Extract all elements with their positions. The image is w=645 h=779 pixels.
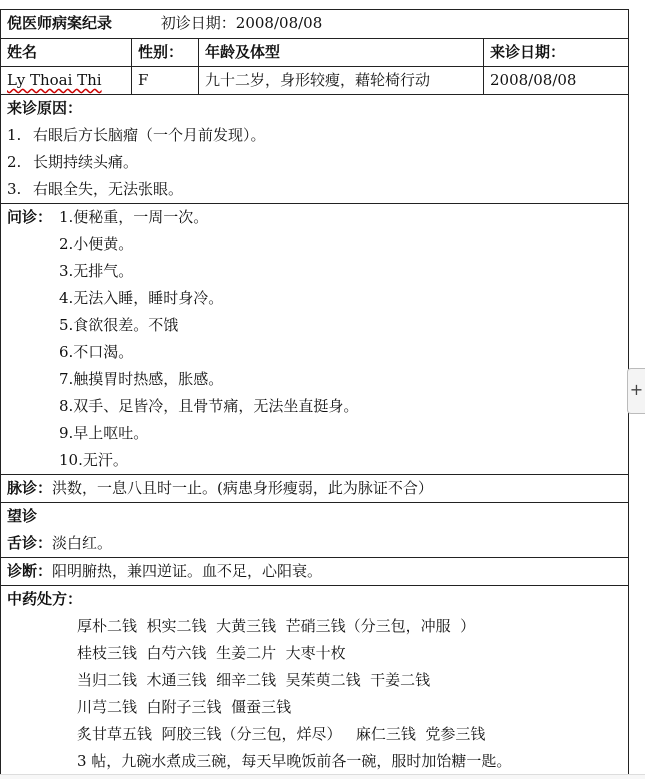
list-item: 2. 长期持续头痛。 bbox=[7, 153, 139, 171]
expand-plus-button[interactable]: + bbox=[627, 368, 645, 414]
list-item: 10.无汗。 bbox=[59, 451, 128, 469]
prescription-line: 厚朴二钱 枳实二钱 大黄三钱 芒硝三钱（分三包，冲服 ） bbox=[77, 617, 476, 635]
inquiry-label: 问诊： bbox=[7, 208, 53, 226]
list-item: 1. 右眼后方长脑瘤（一个月前发现）。 bbox=[7, 126, 266, 144]
list-item: 4.无法入睡，睡时身冷。 bbox=[59, 289, 224, 307]
list-item: 2.小便黄。 bbox=[59, 235, 134, 253]
prescription-line: 川芎二钱 白附子三钱 僵蚕三钱 bbox=[77, 698, 292, 716]
prescription-line: 当归二钱 木通三钱 细辛二钱 吴茱萸二钱 干姜二钱 bbox=[77, 671, 431, 689]
tongue-text: 淡白红。 bbox=[52, 534, 113, 552]
horizontal-scrollbar[interactable] bbox=[0, 774, 645, 779]
pulse-label: 脉诊： bbox=[7, 479, 53, 497]
header-visit-date: 来诊日期： bbox=[484, 39, 629, 67]
list-item: 5.食欲很差。不饿 bbox=[59, 316, 179, 334]
record-title: 倪医师病案纪录 bbox=[7, 14, 113, 32]
prescription-line: 炙甘草五钱 阿胶三钱（分三包，烊尽） 麻仁三钱 党参三钱 bbox=[77, 725, 486, 743]
diagnosis-label: 诊断： bbox=[7, 562, 53, 580]
list-item: 3. 右眼全失，无法张眼。 bbox=[7, 180, 184, 198]
header-gender: 性别： bbox=[132, 39, 199, 67]
pulse-section bbox=[1, 475, 629, 503]
list-item: 8.双手、足皆冷，且骨节痛，无法坐直挺身。 bbox=[59, 397, 359, 415]
medical-record-table bbox=[0, 9, 629, 776]
list-item: 9.早上呕吐。 bbox=[59, 424, 149, 442]
observation-section bbox=[1, 503, 629, 558]
patient-visit-date: 2008/08/08 bbox=[484, 67, 629, 95]
patient-gender: F bbox=[132, 67, 199, 95]
observation-label: 望诊 bbox=[7, 507, 38, 525]
diagnosis-text: 阳明腑热，兼四逆证。血不足，心阳衰。 bbox=[52, 562, 323, 580]
list-item: 3.无排气。 bbox=[59, 262, 134, 280]
patient-info-row bbox=[1, 67, 629, 95]
pulse-text: 洪数，一息八且时一止。(病患身形瘦弱，此为脉证不合） bbox=[52, 479, 433, 497]
reason-section bbox=[1, 95, 629, 204]
list-item: 6.不口渴。 bbox=[59, 343, 134, 361]
first-visit-date: 初诊日期：2008/08/08 bbox=[160, 14, 323, 32]
tongue-label: 舌诊： bbox=[7, 534, 53, 552]
patient-name: Ly Thoai Thi bbox=[7, 71, 102, 89]
prescription-label: 中药处方： bbox=[7, 590, 83, 608]
list-item: 7.触摸胃时热感，胀感。 bbox=[59, 370, 224, 388]
record-title-row bbox=[1, 10, 629, 39]
header-age-body: 年龄及体型 bbox=[199, 39, 484, 67]
reason-list bbox=[7, 122, 622, 203]
header-name: 姓名 bbox=[1, 39, 132, 67]
list-item: 1.便秘重，一周一次。 bbox=[59, 208, 209, 226]
patient-header-row bbox=[1, 39, 629, 67]
diagnosis-section bbox=[1, 558, 629, 586]
reason-label: 来诊原因： bbox=[7, 99, 83, 117]
inquiry-section bbox=[1, 204, 629, 475]
prescription-line: 桂枝三钱 白芍六钱 生姜二片 大枣十枚 bbox=[77, 644, 346, 662]
inquiry-list bbox=[59, 204, 358, 474]
prescription-line: 3 帖，九碗水煮成三碗，每天早晚饭前各一碗，服时加饴糖一匙。 bbox=[77, 752, 512, 770]
patient-age-body: 九十二岁，身形较瘦，藉轮椅行动 bbox=[199, 67, 484, 95]
prescription-section bbox=[1, 586, 629, 776]
